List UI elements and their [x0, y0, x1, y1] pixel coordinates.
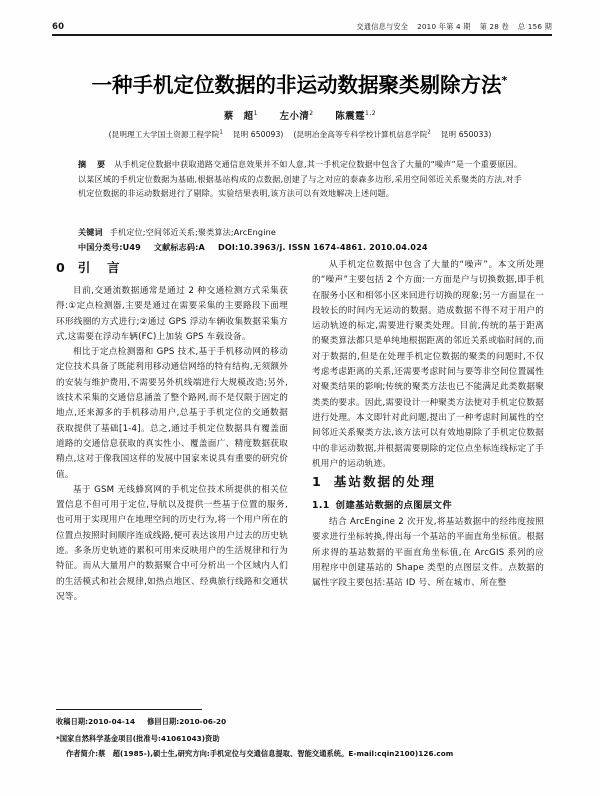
serial-number: 总 156 期: [517, 22, 552, 31]
affiliation-2-city: 昆明 650033): [440, 130, 492, 139]
doc-code-label: 文献标志码: [153, 242, 196, 253]
left-column: [56, 258, 288, 605]
section-heading-1: [312, 472, 544, 491]
affiliation-1-mark: 1: [219, 129, 223, 136]
author-2-affil-mark: 2: [309, 109, 314, 117]
year-issue: 2010 年第 4 期: [417, 22, 471, 31]
keywords-label: 关键词: [78, 227, 103, 237]
journal-name: 交通信息与安全: [356, 22, 409, 31]
affiliation-1-city: 昆明 650093): [232, 130, 284, 139]
doc-code-segment: 文献标志码:A: [153, 242, 205, 253]
section-1-number: 1: [312, 474, 323, 490]
affiliation-line: [0, 129, 600, 140]
footnote-author-bio: 作者简介:蔡 超(1985-),硕士生,研究方向:手机定位与交通信息提取、智能交通系统。E-mail:cqin2100)126.com: [66, 749, 454, 758]
revised-label: 修回日期: [147, 717, 177, 726]
doi-segment: DOI:10.3963/j. ISSN 1674-4861. 2010.04.024: [217, 242, 428, 253]
author-3: [335, 111, 376, 122]
author-1: [224, 111, 258, 122]
footnote-fund: *国家自然科学基金项目(批准号:41061043)资助: [56, 734, 220, 743]
section-0-title: 引 言: [77, 260, 122, 275]
author-2: [280, 111, 314, 122]
subsection-1-1-number: 1.1: [312, 500, 330, 512]
keywords-row: [78, 225, 522, 239]
paragraph: 相比于定点检测器和 GPS 技术,基于手机移动网的移动定位技术具备了既能利用移动通信网络的特有结构,无须额外的安装与维护费用,不需要另外机线端进行大规模改造;另外,该技术采集的交通信息涵盖了整个路网,而不是仅限于固定的地点,还来源多的手机移动用户,总基于手机定位的交通数据获取提供了基础[1-4]。总之,通过手机定位数据具有覆盖面道路的交通信息获取的真实性小、覆盖面广、精度数据获取精点,这对于像我国这样的发展中国家来说具有重要的研究价值。: [56, 347, 288, 480]
clc-value: U49: [122, 242, 141, 253]
title-footnote-mark: *: [501, 74, 509, 88]
header-rule: [52, 34, 552, 36]
footnote-rule: [56, 709, 202, 710]
clc-segment: 中国分类号:U49: [78, 242, 141, 253]
author-1-name: 蔡 超: [223, 111, 254, 122]
subsection-heading-1-1: [312, 498, 544, 513]
abstract-label: 摘 要: [78, 159, 110, 169]
abstract-text: 从手机定位数据中获取道路交通信息效果并不如人意,其一手机定位数据中包含了大量的“噪声”是一个重要原因。以某区域的手机定位数据为基础,根据基站构成的点数据,创建了与之对应的泰森多边形,采用空间邻近关系聚类的方法,对手机定位数据的非运动数据进行了剔除。实验结果表明,该方法可以有效地解决上述问题。: [78, 159, 522, 199]
paragraph: 结合 ArcEngine 2 次开发,将基站数据中的经纬度按照要求进行坐标转换,得出每一个基站的平面直角坐标值。根据所求得的基站数据的平面直角坐标值,在 ArcGIS 系列的应用程序中创建基站的 Shape 类型的点图层文件。点数据的属性字段主要包括:基站 ID 号、所在城市、所在整: [312, 517, 544, 589]
affiliation-2-mark: 2: [427, 129, 431, 136]
paragraph: 基于 GSM 无线蜂窝网的手机定位技术所提供的相关位置信息不但可用于定位,导航以及提供一些基于位置的服务,也可用于实现用户在地理空间的历史行为,将一个用户所在的位置点按照时间顺序连成线路,便可表达该用户过去的历史轨迹。多条历史轨迹的累积可用来反映用户的生活规律和行为特征。而从大量用户的数据聚合中可分析出一个区域内人们的生活模式和社会规律,如热点地区、经典旅行线路和交通状况等。: [56, 484, 288, 602]
author-3-name: 陈震霆: [335, 111, 366, 122]
affiliation-2: (昆明冶金高等专科学校计算机信息学院: [293, 130, 428, 139]
page-number: 60: [52, 22, 65, 32]
classification-row: [78, 240, 522, 254]
page-title: [0, 68, 600, 98]
author-2-name: 左小清: [279, 111, 310, 122]
received-label: 收稿日期: [56, 717, 86, 726]
keywords-text: 手机定位;空间邻近关系;聚类算法;ArcEngine: [109, 227, 277, 237]
doc-code-value: A: [198, 242, 205, 253]
running-head-right: [356, 22, 552, 32]
received-value: 2010-04-14: [88, 717, 136, 726]
section-1-title: 基站数据的处理: [333, 474, 436, 490]
section-0-number: 0: [56, 260, 67, 275]
paragraph: 目前,交通流数据通常是通过 2 种交通检测方式采集获得:①定点检测器,主要是通过在需要采集的主要路段下面埋环形线圈的方式进行;②通过 GPS 浮动车辆收集数据采集方式,这需要在浮动车辆(FC)上加装 GPS 车载设备。: [56, 286, 288, 342]
doi-value: 10.3963/j. ISSN 1674-4861. 2010.04.024: [238, 242, 428, 253]
abstract-block: [78, 157, 522, 201]
clc-label: 中国分类号: [78, 242, 120, 253]
paragraph: 从手机定位数据中包含了大量的“噪声”。本文所处理的“噪声”主要包括 2 个方面:一方面是户与切换数据,即手机在服务小区和相邻小区来回进行切换的现象;另一方面显在一段较长的时间内无运动的数据。造成数据不得不对于用户的运动轨迹的标定,需要进行聚类处理。目前,传统的基于距离的聚类算法都只是单纯地根据距离的邻近关系或临时间的,而对于数据的,但是在处理手机定位数据的聚类的问题时,不仅考虑考虑距离的关系,还需要考虑时间与要等非空间位置属性对聚类结果的影响;传统的聚类方法也已不能满足此类数据聚类类的要求。因此,需要设计一种聚类方法使对手机定位数据进行处理。本文即针对此问题,提出了一种考虑时间属性的空间邻近关系聚类方法,该方法可以有效地剔除了手机定位数据中的非运动数据,并根据需要剔除的定位点坐标连线标定了手机用户的运动轨迹。: [312, 260, 544, 469]
keywords-block: [78, 225, 522, 254]
author-list: [0, 108, 600, 122]
subsection-1-1-title: 创建基站数据的点图层文件: [335, 500, 453, 512]
doi-label: DOI: [217, 242, 236, 253]
right-column: [312, 258, 544, 592]
author-3-affil-mark: 1,2: [365, 109, 377, 117]
volume: 第 28 卷: [479, 22, 509, 31]
author-1-affil-mark: 1: [253, 109, 258, 117]
running-head: [52, 22, 552, 32]
footnote-dates: 收稿日期:2010-04-14 修回日期:2010-06-20: [56, 717, 227, 726]
affiliation-1: (昆明理工大学国土资源工程学院: [108, 130, 220, 139]
section-heading-0: [56, 258, 288, 277]
title-text: 一种手机定位数据的非运动数据聚类剔除方法: [91, 73, 502, 97]
revised-value: 2010-06-20: [179, 717, 227, 726]
